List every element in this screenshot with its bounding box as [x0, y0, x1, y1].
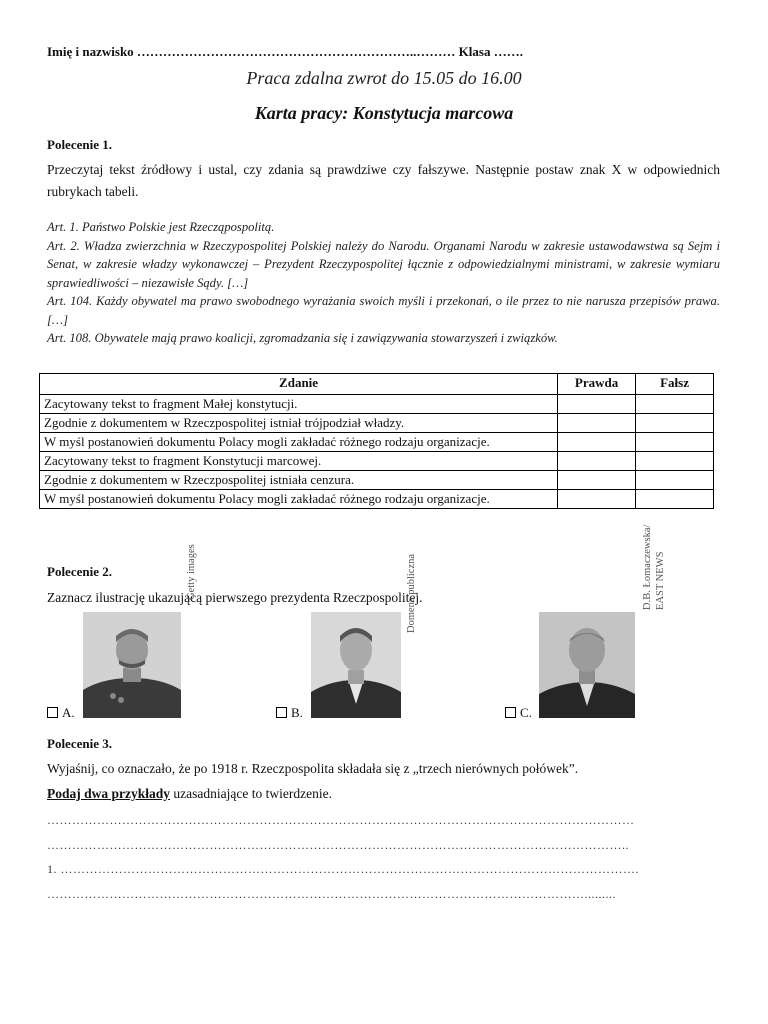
portrait-military-man-icon — [83, 612, 181, 718]
true-cell[interactable] — [558, 414, 636, 433]
table-row — [40, 452, 714, 471]
answer-line[interactable]: 1. …………………………………………………………………………………………………………………………. — [47, 862, 639, 876]
statement-cell: W myśl postanowień dokumentu Polacy mogli zakładać różnego rodzaju organizacje. — [40, 490, 558, 509]
source-article-108: Art. 108. Obywatele mają prawo koalicji, zgromadzania się i zawiązywania stowarzyszeń i związków. — [47, 331, 558, 345]
task3-examples-prompt — [47, 783, 332, 805]
photo-credit-b: Domena publiczna — [406, 553, 417, 633]
task1-heading: Polecenie 1. — [47, 137, 112, 152]
answer-line[interactable]: …………………………………………………………………………………………………………………………… — [47, 813, 635, 827]
option-c[interactable] — [505, 705, 532, 721]
table-row — [40, 414, 714, 433]
portrait-man-in-suit-icon — [311, 612, 401, 718]
task2-instruction: Zaznacz ilustrację ukazującą pierwszego prezydenta Rzeczpospolitej. — [47, 590, 423, 605]
photo-credit-c-line2: EAST NEWS — [655, 551, 666, 610]
true-cell[interactable] — [558, 433, 636, 452]
source-article-1: Art. 1. Państwo Polskie jest Rzecząpospolitą. — [47, 220, 275, 234]
examples-rest: uzasadniające to twierdzenie. — [170, 786, 332, 801]
worksheet-title: Karta pracy: Konstytucja marcowa — [254, 103, 514, 123]
table-row — [40, 395, 714, 414]
task3-instruction: Wyjaśnij, co oznaczało, że po 1918 r. Rzeczpospolita składała się z „trzech nierównych połówek”. — [47, 761, 579, 776]
option-a-label: A. — [62, 705, 75, 720]
photo-credit-a: Getty images — [186, 544, 197, 600]
true-cell[interactable] — [558, 490, 636, 509]
false-cell[interactable] — [636, 433, 714, 452]
task3-heading: Polecenie 3. — [47, 736, 112, 751]
table-row — [40, 433, 714, 452]
option-b[interactable] — [276, 705, 303, 721]
column-header-true: Prawda — [558, 374, 636, 395]
true-cell[interactable] — [558, 471, 636, 490]
true-cell[interactable] — [558, 395, 636, 414]
statement-cell: Zgodnie z dokumentem w Rzeczpospolitej istniała cenzura. — [40, 471, 558, 490]
statement-cell: W myśl postanowień dokumentu Polacy mogli zakładać różnego rodzaju organizacje. — [40, 433, 558, 452]
option-b-label: B. — [291, 705, 303, 720]
submission-deadline: Praca zdalna zwrot do 15.05 do 16.00 — [246, 68, 522, 88]
answer-line[interactable]: ………………………………………………………………………………………………………………………….. — [47, 838, 629, 852]
answer-line[interactable]: …………………………………………………………………………………………………………………......... — [47, 887, 616, 901]
column-header-false: Fałsz — [636, 374, 714, 395]
true-false-table — [39, 373, 714, 509]
source-article-2: Art. 2. Władza zwierzchnia w Rzeczypospolitej Polskiej należy do Narodu. Organami Narodu w zakresie ustawodawstwa są Sejm i Senat, w zakresie władzy wykonawczej – Prezydent Rzeczypospolitej łącznie z odpowiedzialnymi ministrami, w zakresie wymiaru sprawiedliwości – niezawisłe Sądy. […] — [47, 238, 720, 290]
statement-cell: Zacytowany tekst to fragment Konstytucji marcowej. — [40, 452, 558, 471]
checkbox-icon[interactable] — [47, 707, 58, 718]
option-a[interactable] — [47, 705, 75, 721]
option-c-label: C. — [520, 705, 532, 720]
name-class-line: Imię i nazwisko ………………………………………………………..……… Klasa ……. — [47, 44, 523, 59]
false-cell[interactable] — [636, 452, 714, 471]
table-header-row — [40, 374, 714, 395]
task1-instruction: Przeczytaj tekst źródłowy i ustal, czy zdania są prawdziwe czy fałszywe. Następnie postaw znak X w odpowiednich rubrykach tabeli. — [47, 162, 720, 199]
task2-heading: Polecenie 2. — [47, 564, 112, 579]
examples-emphasis: Podaj dwa przykłady — [47, 786, 171, 801]
statement-cell: Zgodnie z dokumentem w Rzeczpospolitej istniał trójpodział władzy. — [40, 414, 558, 433]
source-article-104: Art. 104. Każdy obywatel ma prawo swobodnego wyrażania swoich myśli i przekonań, o ile przez to nie narusza przepisów prawa. […] — [47, 294, 720, 327]
photo-option-b — [311, 612, 401, 718]
column-header-statement: Zdanie — [40, 374, 558, 395]
false-cell[interactable] — [636, 471, 714, 490]
photo-option-a — [83, 612, 181, 718]
false-cell[interactable] — [636, 395, 714, 414]
table-row — [40, 490, 714, 509]
photo-credit-c-line1: D.B. Łomaczewska/ — [642, 524, 653, 610]
table-row — [40, 471, 714, 490]
true-cell[interactable] — [558, 452, 636, 471]
statement-cell: Zacytowany tekst to fragment Małej konstytucji. — [40, 395, 558, 414]
source-text — [47, 218, 720, 348]
false-cell[interactable] — [636, 490, 714, 509]
false-cell[interactable] — [636, 414, 714, 433]
photo-option-c — [539, 612, 635, 718]
checkbox-icon[interactable] — [276, 707, 287, 718]
portrait-older-man-icon — [539, 612, 635, 718]
checkbox-icon[interactable] — [505, 707, 516, 718]
